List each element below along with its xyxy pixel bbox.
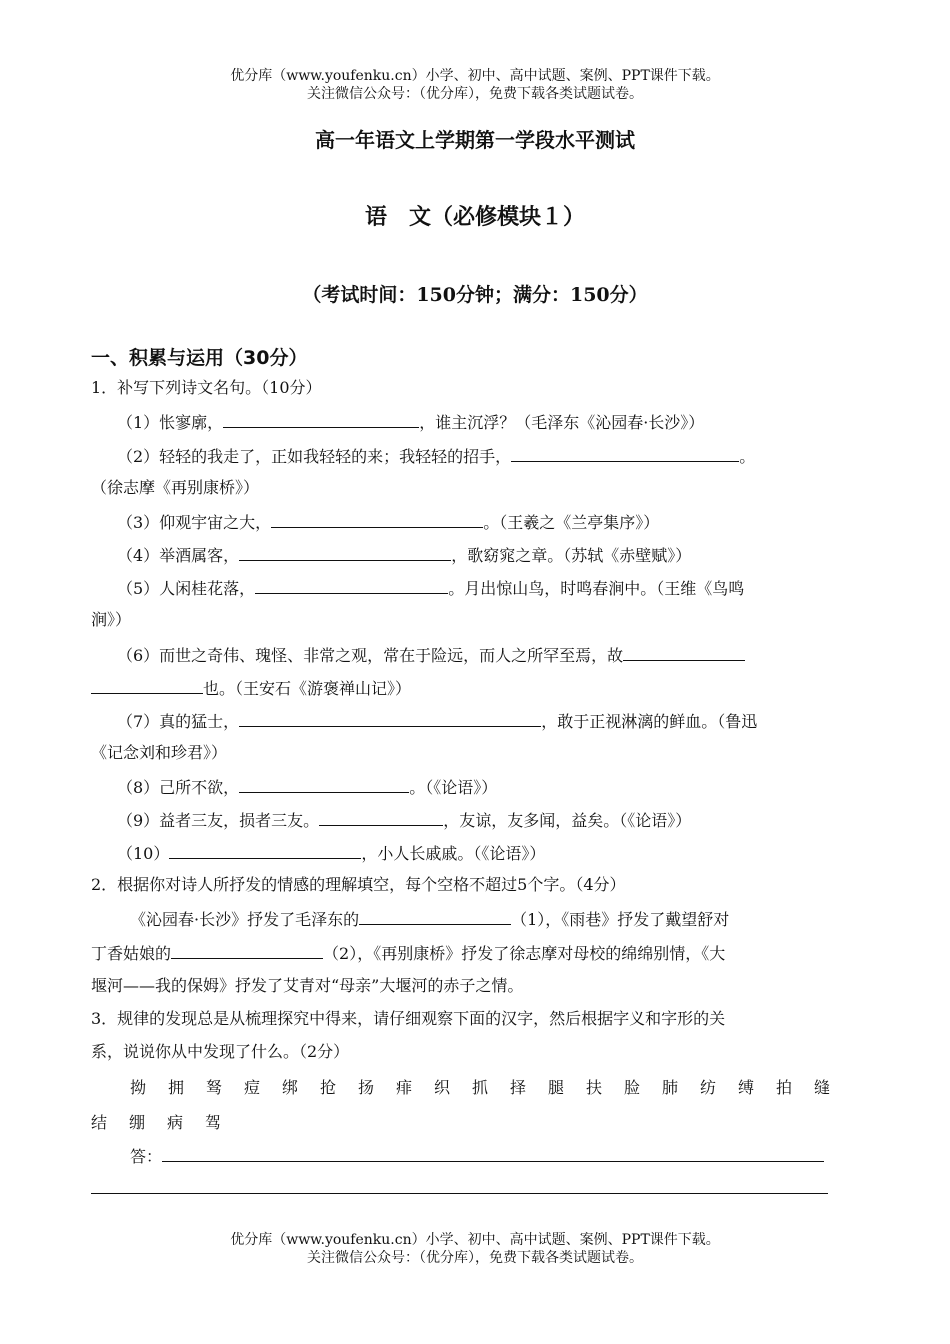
character: 拍 (776, 1078, 794, 1097)
answer-blank[interactable] (271, 510, 483, 528)
character: 缝 (814, 1078, 832, 1097)
answer-blank[interactable] (91, 676, 203, 694)
answer-blank[interactable] (171, 941, 323, 959)
header-line-1: 优分库（www.youfenku.cn）小学、初中、高中试题、案例、PPT课件下载。 (230, 68, 720, 84)
section-heading: 一、积累与运用（30分） (91, 347, 308, 369)
character: 痘 (244, 1078, 262, 1097)
answer-blank[interactable] (239, 543, 451, 561)
q1-item: （6）而世之奇伟、瑰怪、非常之观，常在于险远，而人之所罕至焉，故 (117, 643, 745, 667)
q2-paragraph: 丁香姑娘的 （2），《再别康桥》抒发了徐志摩对母校的绵绵别情，《大 (91, 941, 725, 965)
q2-paragraph: 《沁园春·长沙》抒发了毛泽东的 （1），《雨巷》抒发了戴望舒对 (130, 907, 729, 931)
answer-row (130, 1144, 824, 1168)
q1-item: （4）举酒属客， ，歌窈窕之章。（苏轼《赤壁赋》） (117, 543, 691, 567)
character: 纺 (700, 1078, 718, 1097)
answer-blank[interactable] (239, 775, 409, 793)
answer-blank[interactable] (255, 576, 448, 594)
exam-subject: 语 文（必修模块１） (364, 204, 585, 230)
footer-line-1: 优分库（www.youfenku.cn）小学、初中、高中试题、案例、PPT课件下载。 (230, 1232, 720, 1248)
q1-item: （5）人闲桂花落， 。月出惊山鸟，时鸣春涧中。（王维《鸟鸣 (117, 576, 744, 600)
answer-blank[interactable] (623, 643, 745, 661)
q1-item: （2）轻轻的我走了，正如我轻轻的来；我轻轻的招手， 。 (117, 444, 755, 468)
answer-label: 答： (130, 1147, 163, 1166)
character: 拗 (130, 1078, 148, 1097)
answer-blank[interactable] (223, 410, 419, 428)
character-list (130, 1075, 852, 1098)
answer-blank[interactable] (359, 907, 511, 925)
character: 抓 (472, 1078, 490, 1097)
character: 驾 (205, 1113, 222, 1132)
character: 扶 (586, 1078, 604, 1097)
answer-blank[interactable] (511, 444, 739, 462)
page-footer (0, 1231, 950, 1267)
q2-paragraph: 堰河——我的保姆》抒发了艾青对“母亲”大堰河的赤子之情。 (91, 976, 524, 995)
character: 腿 (548, 1078, 566, 1097)
character: 病 (167, 1113, 184, 1132)
q1-item-cont: 也。（王安石《游褒禅山记》） (91, 676, 411, 700)
q1-item: （8）己所不欲， 。（《论语》） (117, 775, 497, 799)
exam-title: 高一年语文上学期第一学段水平测试 (315, 128, 635, 152)
exam-info: （考试时间：150分钟；满分：150分） (302, 284, 648, 306)
character: 绑 (282, 1078, 300, 1097)
character: 缚 (738, 1078, 756, 1097)
page-header (0, 67, 950, 103)
answer-line[interactable] (91, 1193, 828, 1194)
q1-item: （7）真的猛士， ，敢于正视淋漓的鲜血。（鲁迅 (117, 709, 757, 733)
q3-stem: 3．规律的发现总是从梳理探究中得来，请仔细观察下面的汉字，然后根据字义和字形的关 (91, 1009, 726, 1028)
character: 拥 (168, 1078, 186, 1097)
q1-item: （10） ，小人长戚戚。（《论语》） (117, 841, 545, 865)
q1-item: （1）怅寥廓， ，谁主沉浮？（毛泽东《沁园春·长沙》） (117, 410, 704, 434)
character: 驽 (206, 1078, 224, 1097)
q1-stem: 1．补写下列诗文名句。（10分） (91, 378, 322, 397)
answer-blank[interactable] (239, 709, 541, 727)
q1-item-cont: （徐志摩《再别康桥》） (91, 478, 260, 497)
q1-item-cont: 《记念刘和珍君》） (91, 743, 228, 762)
character: 结 (91, 1113, 108, 1132)
character: 择 (510, 1078, 528, 1097)
character: 痱 (396, 1078, 414, 1097)
q1-item: （3）仰观宇宙之大， 。（王羲之《兰亭集序》） (117, 510, 659, 534)
character: 扬 (358, 1078, 376, 1097)
character: 抢 (320, 1078, 338, 1097)
character-list (91, 1110, 243, 1133)
character: 织 (434, 1078, 452, 1097)
q2-stem: 2．根据你对诗人所抒发的情感的理解填空，每个空格不超过5个字。（4分） (91, 875, 626, 894)
answer-blank[interactable] (169, 841, 361, 859)
q1-item: （9）益者三友，损者三友。 ，友谅，友多闻，益矣。（《论语》） (117, 808, 691, 832)
character: 脸 (624, 1078, 642, 1097)
q1-item-cont: 涧》） (91, 610, 132, 629)
header-line-2: 关注微信公众号：（优分库），免费下载各类试题试卷。 (307, 86, 643, 102)
q3-stem: 系，说说你从中发现了什么。（2分） (91, 1042, 350, 1061)
answer-blank[interactable] (162, 1144, 824, 1162)
character: 肺 (662, 1078, 680, 1097)
footer-line-2: 关注微信公众号：（优分库），免费下载各类试题试卷。 (307, 1250, 643, 1266)
character: 绷 (129, 1113, 146, 1132)
answer-blank[interactable] (319, 808, 443, 826)
